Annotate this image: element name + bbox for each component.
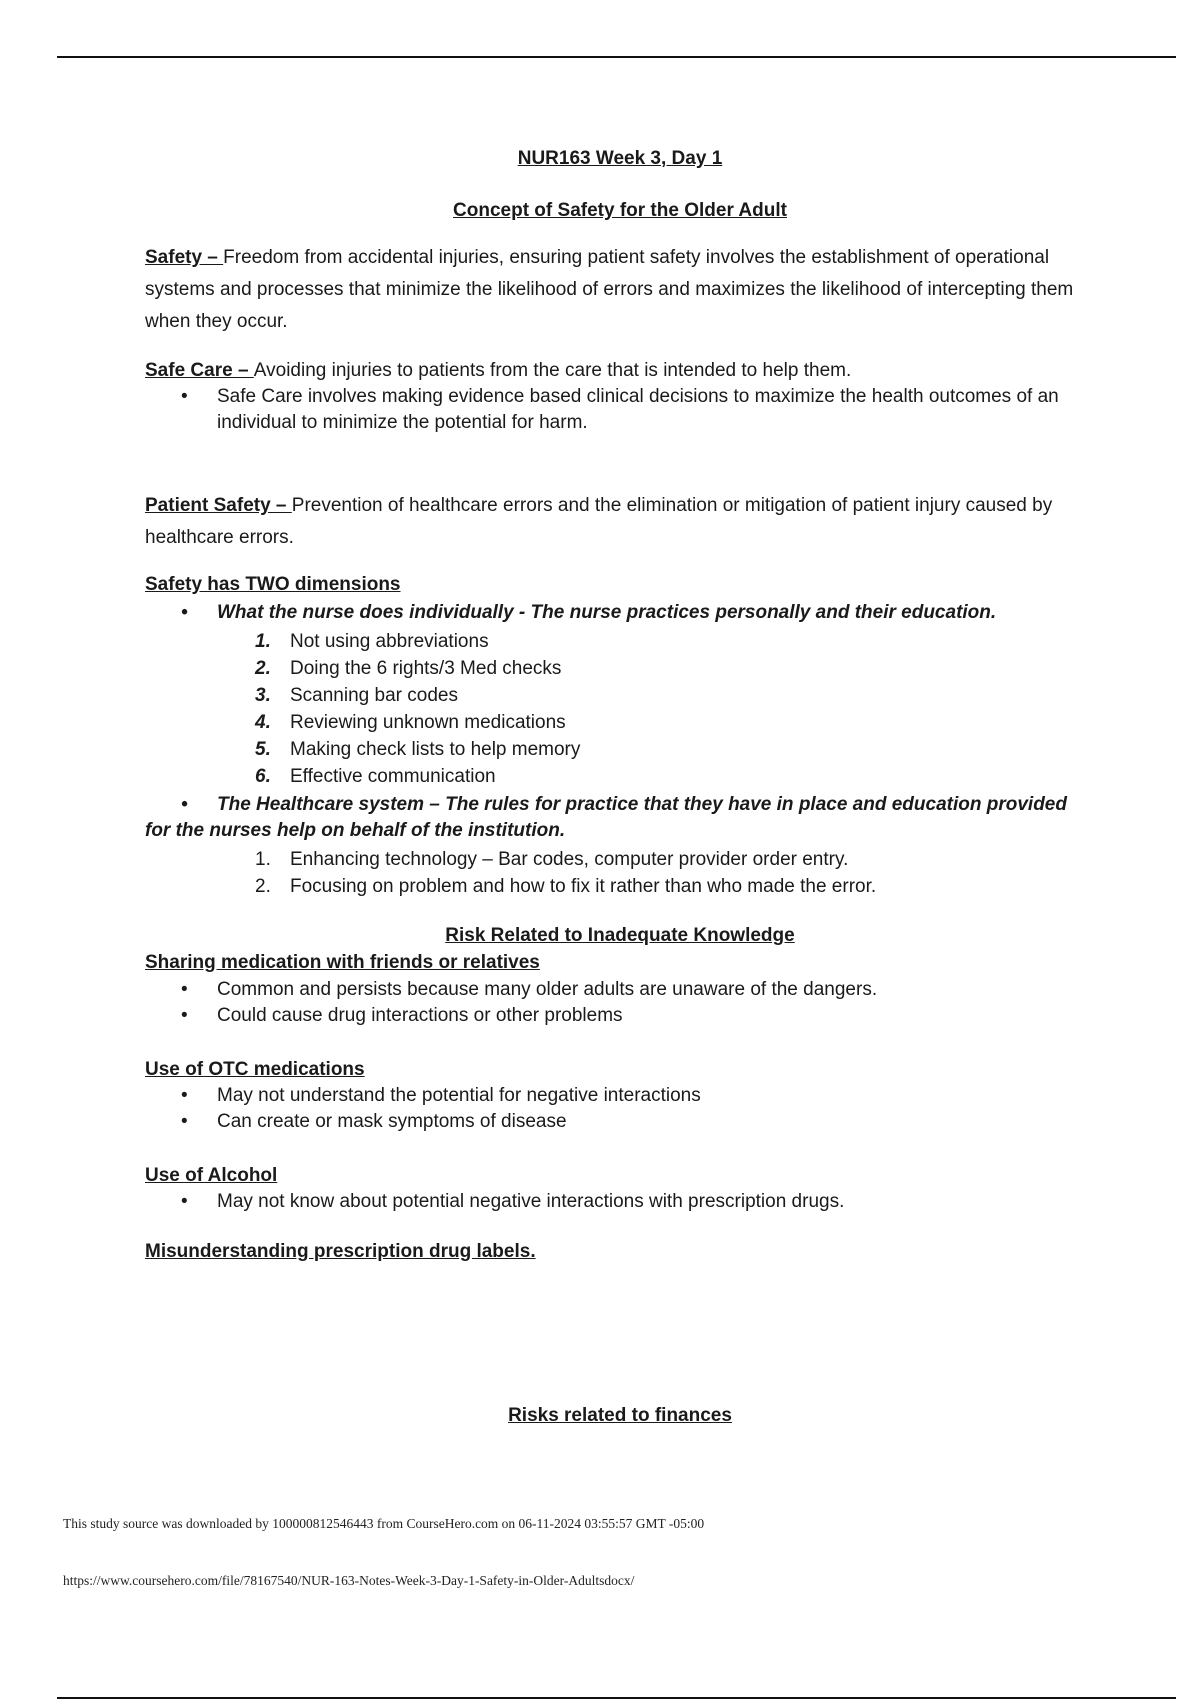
knowledge-heading: Risk Related to Inadequate Knowledge <box>445 925 795 946</box>
source-url: https://www.coursehero.com/file/78167540/NUR-163-Notes-Week-3-Day-1-Safety-in-Older-Adultsdocx/ <box>63 1573 635 1588</box>
safety-text: Freedom from accidental injuries, ensuring patient safety involves the establishment of operational systems and processes that minimize the likelihood of errors and maximizes the likelihood of intercepting them when they occur. <box>145 247 1074 332</box>
alcohol-bullets <box>145 1189 1095 1215</box>
list-item: 4. Reviewing unknown medications <box>255 712 566 733</box>
healthcare-system-list <box>145 846 1095 900</box>
list-item: 3. Scanning bar codes <box>255 685 458 706</box>
patient-safety-text: Prevention of healthcare errors and the elimination or mitigation of patient injury caused by healthcare errors. <box>145 495 1053 548</box>
safe-care-term: Safe Care – <box>145 360 254 381</box>
dimensions-heading: Safety has TWO dimensions <box>145 574 401 595</box>
list-item: 6. Effective communication <box>255 766 496 787</box>
safe-care-text: Avoiding injuries to patients from the care that is intended to help them. <box>253 360 852 381</box>
document-subtitle: Concept of Safety for the Older Adult <box>453 200 787 221</box>
list-item: • Could cause drug interactions or other problems <box>145 1003 1095 1029</box>
safe-care-bullets <box>145 384 1095 436</box>
safety-term: Safety – <box>145 247 224 268</box>
dimensions-first-bullet <box>145 598 1095 628</box>
individual-practices-list <box>145 628 1095 790</box>
list-item: 1. Enhancing technology – Bar codes, computer provider order entry. <box>255 849 849 870</box>
top-rule <box>57 56 1176 58</box>
patient-safety-definition <box>145 490 1095 554</box>
list-item: • Can create or mask symptoms of disease <box>145 1109 1095 1135</box>
bottom-rule <box>57 1697 1176 1699</box>
dimensions-second-bullet: • The Healthcare system – The rules for practice that they have in place and education provided for the nurses help on behalf of the institution. <box>145 794 1067 841</box>
safety-definition <box>145 242 1095 338</box>
bullet-marker: • <box>181 794 188 815</box>
download-note: This study source was downloaded by 100000812546443 from CourseHero.com on 06-11-2024 03:55:57 GMT -05:00 <box>63 1516 705 1531</box>
list-item: 2. Doing the 6 rights/3 Med checks <box>255 658 562 679</box>
sharing-heading: Sharing medication with friends or relatives <box>145 952 540 973</box>
list-item: 1. Not using abbreviations <box>255 631 489 652</box>
document-body <box>145 146 1095 1429</box>
safe-care-definition <box>145 358 1095 384</box>
list-item: 2. Focusing on problem and how to fix it rather than who made the error. <box>255 876 877 897</box>
otc-heading: Use of OTC medications <box>145 1059 365 1080</box>
sharing-bullets <box>145 977 1095 1029</box>
labels-heading: Misunderstanding prescription drug labels. <box>145 1241 536 1262</box>
list-item: • What the nurse does individually - The nurse practices personally and their education. <box>145 598 1095 628</box>
document-title: NUR163 Week 3, Day 1 <box>517 148 723 169</box>
list-item: • May not know about potential negative interactions with prescription drugs. <box>145 1189 1095 1215</box>
finances-heading: Risks related to finances <box>508 1405 732 1426</box>
alcohol-heading: Use of Alcohol <box>145 1165 278 1186</box>
list-item: • May not understand the potential for negative interactions <box>145 1083 1095 1109</box>
patient-safety-term: Patient Safety – <box>145 495 292 516</box>
otc-bullets <box>145 1083 1095 1135</box>
list-item: • Safe Care involves making evidence based clinical decisions to maximize the health outcomes of an individual to minimize the potential for harm. <box>145 384 1095 436</box>
list-item: 5. Making check lists to help memory <box>255 739 581 760</box>
list-item: • Common and persists because many older adults are unaware of the dangers. <box>145 977 1095 1003</box>
